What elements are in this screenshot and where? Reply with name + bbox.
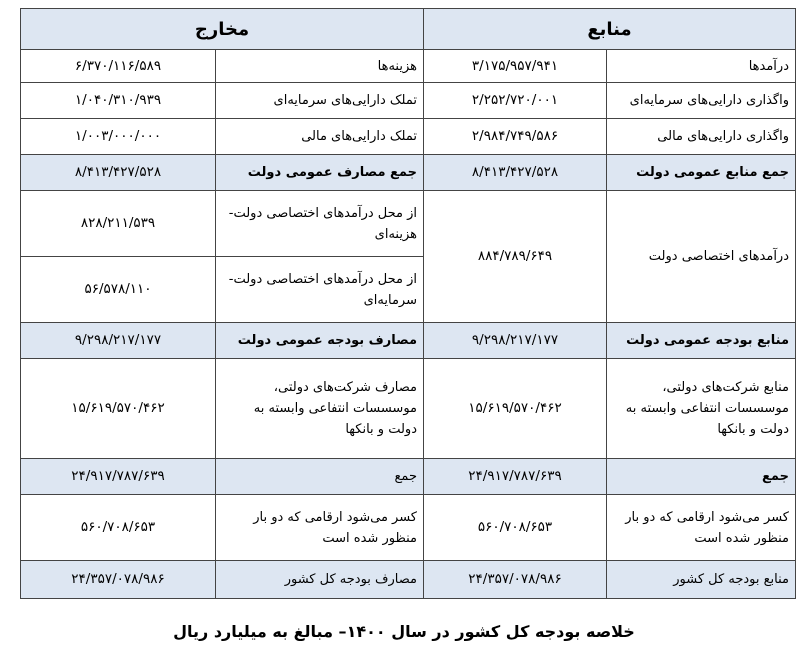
table-row — [21, 50, 796, 83]
source-value: ۲۴/۳۵۷/۰۷۸/۹۸۶ — [424, 561, 607, 599]
table-row — [21, 191, 796, 257]
source-label: واگذاری دارایی‌های سرمایه‌ای — [607, 83, 796, 119]
source-value: ۳/۱۷۵/۹۵۷/۹۴۱ — [424, 50, 607, 83]
source-label: درآمدهای اختصاصی دولت — [607, 191, 796, 323]
source-value: ۱۵/۶۱۹/۵۷۰/۴۶۲ — [424, 359, 607, 459]
expense-value: ۱/۰۴۰/۳۱۰/۹۳۹ — [21, 83, 216, 119]
expense-value: ۶/۳۷۰/۱۱۶/۵۸۹ — [21, 50, 216, 83]
expense-label: جمع مصارف عمومی دولت — [216, 155, 424, 191]
budget-summary-table — [20, 8, 796, 599]
source-label: جمع — [607, 459, 796, 495]
expense-label: کسر می‌شود ارقامی که دو بار منظور شده است — [216, 495, 424, 561]
expense-label: مصارف بودجه کل کشور — [216, 561, 424, 599]
source-value: ۲/۹۸۴/۷۴۹/۵۸۶ — [424, 119, 607, 155]
source-label: منابع بودجه عمومی دولت — [607, 323, 796, 359]
expense-label: جمع — [216, 459, 424, 495]
sources-header: منابع — [424, 9, 796, 50]
table-row — [21, 495, 796, 561]
expense-label: مصارف بودجه عمومی دولت — [216, 323, 424, 359]
expense-value: ۸۲۸/۲۱۱/۵۳۹ — [21, 191, 216, 257]
source-value: ۹/۲۹۸/۲۱۷/۱۷۷ — [424, 323, 607, 359]
table-row — [21, 323, 796, 359]
expense-label: تملک دارایی‌های سرمایه‌ای — [216, 83, 424, 119]
source-value: ۲/۲۵۲/۷۲۰/۰۰۱ — [424, 83, 607, 119]
source-label: منابع بودجه کل کشور — [607, 561, 796, 599]
expense-label: از محل درآمدهای اختصاصی دولت- هزینه‌ای — [216, 191, 424, 257]
expense-value: ۲۴/۳۵۷/۰۷۸/۹۸۶ — [21, 561, 216, 599]
source-label: جمع منابع عمومی دولت — [607, 155, 796, 191]
expense-value: ۹/۲۹۸/۲۱۷/۱۷۷ — [21, 323, 216, 359]
expense-label: از محل درآمدهای اختصاصی دولت- سرمایه‌ای — [216, 257, 424, 323]
table-row — [21, 459, 796, 495]
source-label: واگذاری دارایی‌های مالی — [607, 119, 796, 155]
expense-label: هزینه‌ها — [216, 50, 424, 83]
source-label: درآمدها — [607, 50, 796, 83]
table-caption: خلاصه بودجه کل کشور در سال ۱۴۰۰– مبالغ به میلیارد ریال — [173, 622, 635, 641]
expense-label: مصارف شرکت‌های دولتی، موسسسات انتفاعی وابسته به دولت و بانکها — [216, 359, 424, 459]
table-row — [21, 561, 796, 599]
expense-value: ۲۴/۹۱۷/۷۸۷/۶۳۹ — [21, 459, 216, 495]
table-row — [21, 83, 796, 119]
table-row — [21, 119, 796, 155]
table-row — [21, 359, 796, 459]
source-label: کسر می‌شود ارقامی که دو بار منظور شده است — [607, 495, 796, 561]
expense-value: ۵۶۰/۷۰۸/۶۵۳ — [21, 495, 216, 561]
expense-label: تملک دارایی‌های مالی — [216, 119, 424, 155]
table-row — [21, 155, 796, 191]
source-value: ۸۸۴/۷۸۹/۶۴۹ — [424, 191, 607, 323]
expense-value: ۵۶/۵۷۸/۱۱۰ — [21, 257, 216, 323]
source-value: ۲۴/۹۱۷/۷۸۷/۶۳۹ — [424, 459, 607, 495]
expenses-header: مخارج — [21, 9, 424, 50]
source-label: منابع شرکت‌های دولتی، موسسسات انتفاعی وابسته به دولت و بانکها — [607, 359, 796, 459]
source-value: ۸/۴۱۳/۴۲۷/۵۲۸ — [424, 155, 607, 191]
table-header-row — [21, 9, 796, 50]
expense-value: ۱/۰۰۳/۰۰۰/۰۰۰ — [21, 119, 216, 155]
expense-value: ۱۵/۶۱۹/۵۷۰/۴۶۲ — [21, 359, 216, 459]
expense-value: ۸/۴۱۳/۴۲۷/۵۲۸ — [21, 155, 216, 191]
source-value: ۵۶۰/۷۰۸/۶۵۳ — [424, 495, 607, 561]
